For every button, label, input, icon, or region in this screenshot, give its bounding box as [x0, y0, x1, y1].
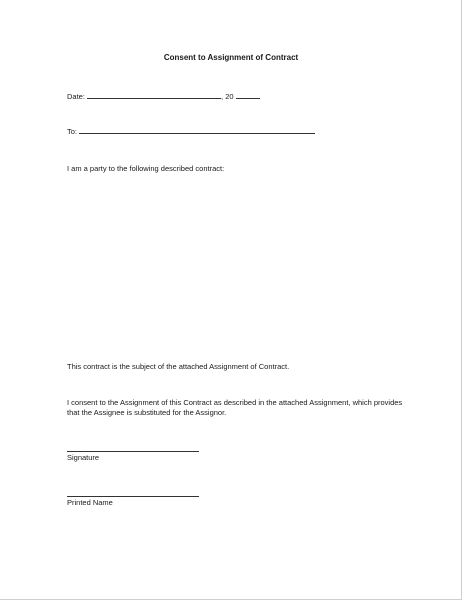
printed-name-line[interactable] [67, 496, 199, 497]
date-label: Date: [67, 92, 85, 101]
document-title: Consent to Assignment of Contract [163, 53, 299, 62]
printed-name-label: Printed Name [67, 498, 113, 507]
date-line [67, 90, 260, 101]
date-blank[interactable] [87, 90, 221, 99]
party-statement: I am a party to the following described contract: [67, 164, 225, 173]
to-blank[interactable] [79, 125, 315, 134]
to-line [67, 125, 315, 136]
signature-line[interactable] [67, 451, 199, 452]
date-year-prefix: , 20 [221, 92, 234, 101]
to-label: To: [67, 127, 78, 136]
year-blank[interactable] [236, 90, 260, 99]
subject-statement: This contract is the subject of the attached Assignment of Contract. [67, 362, 290, 371]
consent-statement: I consent to the Assignment of this Contract as described in the attached Assignment, which provides that the Assignee is substituted for the Assignor. [67, 398, 403, 417]
signature-label: Signature [67, 453, 100, 462]
